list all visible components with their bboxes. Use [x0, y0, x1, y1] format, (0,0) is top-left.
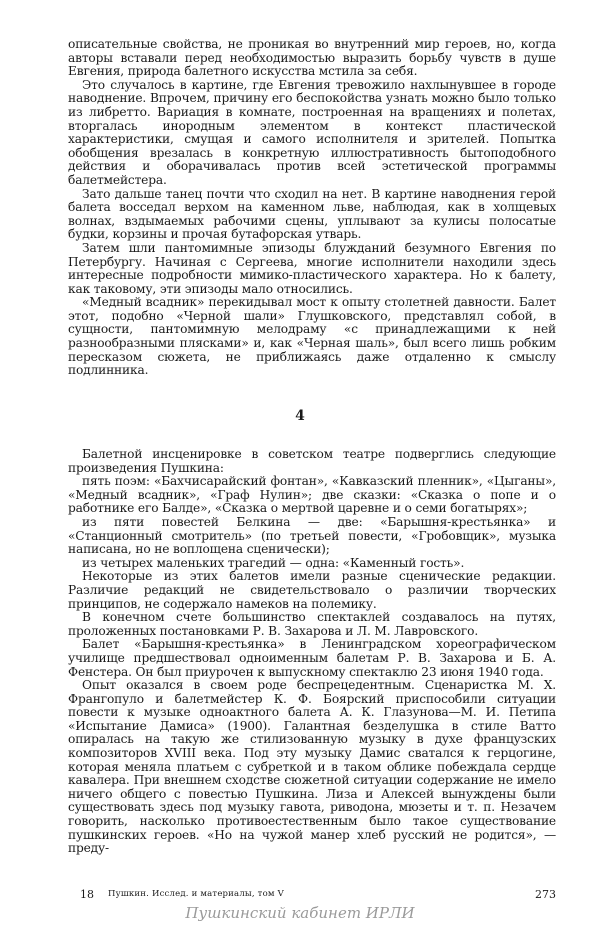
page-number: 273	[535, 888, 556, 901]
signature-number: 18	[80, 888, 94, 901]
signature-text: Пушкин. Исслед. и материалы, том V	[108, 889, 284, 899]
paragraph: из пяти повестей Белкина — две: «Барышня-крестьянка» и «Станционный смотритель» (по третьей повести, «Гробовщик», музыка написана, но не воплощена сценически);	[68, 514, 556, 557]
paragraph: пять поэм: «Бахчисарайский фонтан», «Кавказский пленник», «Цыганы», «Медный всадник», «Граф Нулин»; две сказки: «Сказка о попе и о работнике его Балде», «Сказка о мертвой царевне и о семи богатырях»;	[68, 474, 556, 516]
paragraph: Балет «Барышня-крестьянка» в Ленинградском хореографическом училище предшествовал одноименным балетам Р. В. Захарова и Б. А. Фенстера. Он был приурочен к выпускному спектаклю 23 июня 1940 года.	[68, 637, 556, 679]
section-number: 4	[295, 408, 305, 424]
paragraph: Некоторые из этих балетов имели разные сценические редакции. Различие редакций не свидетельствовало о различии творческих принципов, не содержало намеков на полемику.	[68, 569, 556, 611]
text-block-top	[68, 38, 556, 378]
page-footer	[80, 888, 556, 902]
paragraph: В конечном счете большинство спектаклей создавалось на путях, проложенных постановками Р. В. Захарова и Л. М. Лавровского.	[68, 610, 556, 638]
paragraph: из четырех маленьких трагедий — одна: «Каменный гость».	[82, 555, 465, 570]
paragraph: Это случалось в картине, где Евгения тревожило нахлынувшее в городе наводнение. Впрочем, причину его беспокойства узнать можно было только из либретто. Вариация в комнате, построенная на вращениях и полетах, вторгалась инородным элементом в контекст пластической характеристики, смущая и самого исполнителя и зрителей. Попытка обобщения врезалась в конкретную иллюстративность бытоподобного действия и оборачивалась против всей эстетической программы балетмейстера.	[68, 77, 556, 187]
text-block-bottom	[68, 448, 556, 856]
paragraph: Балетной инсценировке в советском театре подверглись следующие произведения Пушкина:	[68, 447, 556, 475]
paragraph: Зато дальше танец почти что сходил на нет. В картине наводнения герой балета восседал верхом на каменном льве, наблюдая, как в холщевых волнах, вздымаемых рабочими сцены, уплывают за кулисы полосатые будки, корзины и прочая бутафорская утварь.	[68, 186, 556, 242]
paragraph: Опыт оказался в своем роде беспрецедентным. Сценаристка М. Х. Франгопуло и балетмейстер К. Ф. Боярский приспособили ситуации повести к музыке одноактного балета А. К. Глазунова—М. И. Петипа «Испытание Дамиса» (1900). Галантная безделушка в стиле Ватто опиралась на такую же стилизованную музыку в духе французских композиторов XVIII века. Под эту музыку Дамис сватался к герцогине, которая меняла платьем с субреткой и в таком облике побеждала сердце кавалера. При внешнем сходстве сюжетной ситуации содержание не имело ничего общего с повестью Пушкина. Лиза и Алексей вынуждены были существовать здесь под музыку гавота, риводона, мюзеты и т. п. Незачем говорить, насколько противоестественным было такое существование пушкинских героев. «Но на чужой манер хлеб русский не родится», — преду-	[68, 678, 556, 856]
paragraph: «Медный всадник» перекидывал мост к опыту столетней давности. Балет этот, подобно «Черной шали» Глушковского, представлял собой, в сущности, пантомимную мелодраму «с принадлежащими к ней разнообразными плясками» и, как «Черная шаль», был всего лишь робким пересказом сюжета, не приближаясь даже отдаленно к смыслу подлинника.	[68, 295, 556, 378]
watermark: Пушкинский кабинет ИРЛИ	[185, 904, 415, 922]
paragraph: Затем шли пантомимные эпизоды блужданий безумного Евгения по Петербургу. Начиная с Сергеева, многие исполнители находили здесь интересные подробности мимико-пластического характера. Но к балету, как таковому, эти эпизоды мало относились.	[68, 240, 556, 296]
paragraph: описательные свойства, не проникая во внутренний мир героев, но, когда авторы вставали перед необходимостью выразить борьбу чувств в душе Евгения, природа балетного искусства мстила за себя.	[68, 37, 556, 79]
